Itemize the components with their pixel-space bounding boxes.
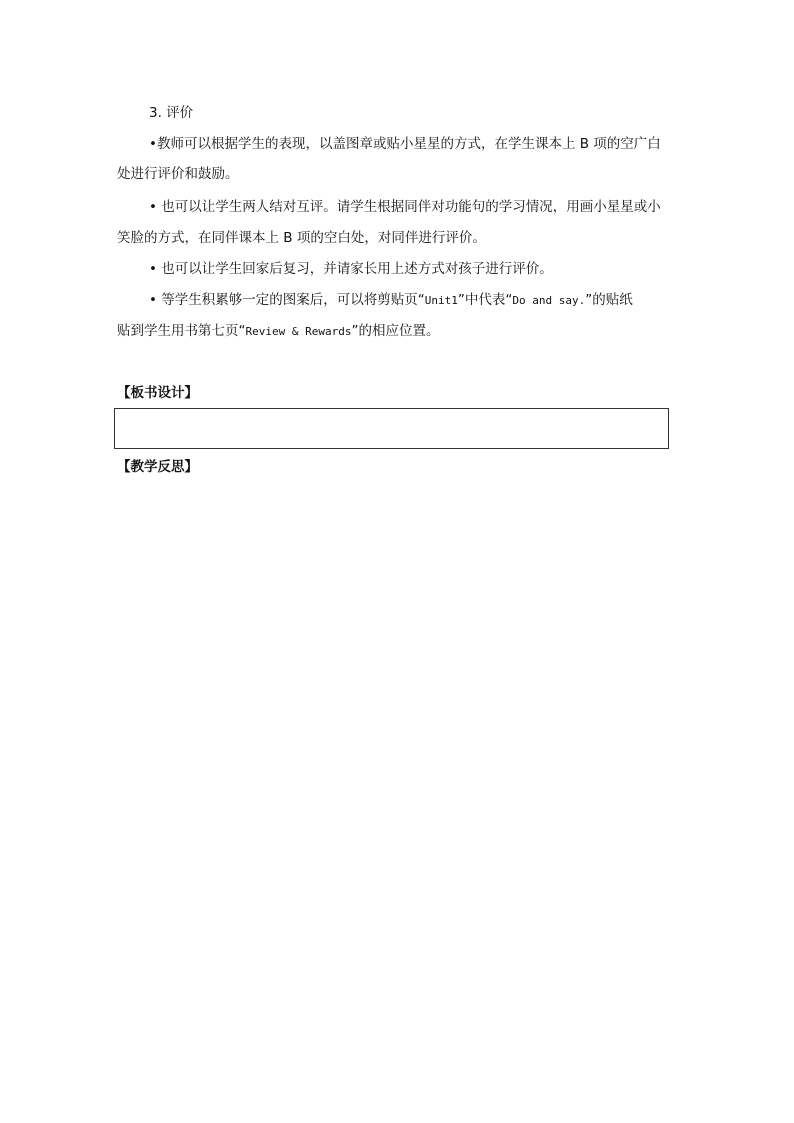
paragraph-line: • 也可以让学生两人结对互评。请学生根据同伴对功能句的学习情况，用画小星星或小: [149, 199, 661, 215]
text-segment-do-and-say: Do and say.: [512, 294, 586, 307]
evaluation-heading-text: 3. 评价: [149, 105, 194, 121]
text-segment: ”的相应位置。: [351, 323, 440, 339]
paragraph-line: 处进行评价和鼓励。: [117, 166, 239, 182]
paragraph-line: •教师可以根据学生的表现，以盖图章或贴小星星的方式，在学生课本上 B 项的空广白: [149, 136, 661, 152]
text-segment: ”中代表“: [457, 292, 513, 308]
text-segment-review-rewards: Review & Rewards: [245, 325, 352, 338]
board-design-heading: 【板书设计】: [117, 385, 198, 401]
evaluation-heading: [149, 103, 719, 123]
text-segment-unit: Unit1: [424, 294, 458, 307]
paragraph-line: [149, 290, 719, 311]
paragraph-line: 笑脸的方式，在同伴课本上 B 项的空白处，对同伴进行评价。: [117, 230, 486, 246]
text-segment: 贴到学生用书第七页“: [117, 323, 246, 339]
paragraph-line: [117, 321, 687, 342]
text-segment: • 等学生积累够一定的图案后，可以将剪贴页“: [149, 292, 425, 308]
teaching-reflection-heading: 【教学反思】: [117, 459, 198, 475]
text-segment: ”的贴纸: [585, 292, 633, 308]
board-design-box: [114, 408, 669, 449]
paragraph-line: • 也可以让学生回家后复习，并请家长用上述方式对孩子进行评价。: [149, 261, 553, 277]
